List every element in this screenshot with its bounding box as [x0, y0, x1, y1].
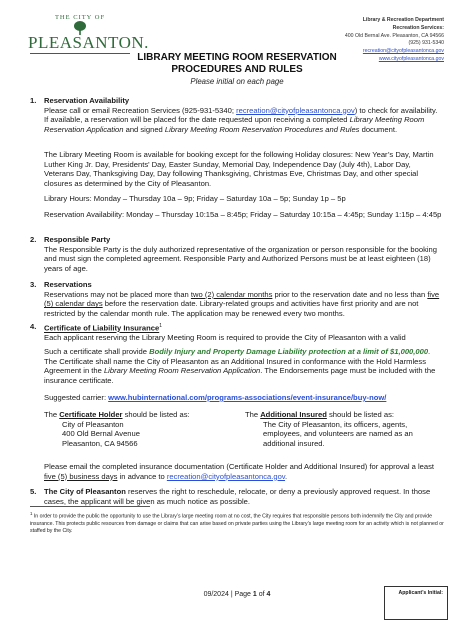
- section-5: The City of Pleasanton reserves the right to reschedule, relocate, or deny a previously approved request. In those cases, the applicant will be given as much notice as possible.: [44, 487, 431, 506]
- page-title-line-1: LIBRARY MEETING ROOM RESERVATION: [137, 52, 337, 63]
- section-1-heading: Reservation Availability: [44, 96, 130, 105]
- additional-insured-text: The City of Pleasanton, its officers, agents, employees, and volunteers are named as an additional insured.: [263, 419, 413, 448]
- section-1-number: 1.: [30, 96, 37, 105]
- section-4-number: 4.: [30, 322, 37, 331]
- insurance-email-link[interactable]: recreation@cityofpleasantonca.gov: [166, 471, 286, 481]
- section-2: [44, 235, 442, 273]
- section-4: [44, 322, 442, 343]
- footnote: $^1$ In order to provide the public the opportunity to use the Library’s large meeting room at no cost, the City requires that responsible persons both indemnify the City and provide insurance. This protects public resources from damage or claims that can arise based on private parties using the Library’s large meeting room for an activity which is not planned or staffed by the City.: [30, 511, 444, 535]
- section-4-paragraph-2: Such a certificate shall provide Bodily Injury and Property Damage Liability protection at a limit of $1,000,000. The Certificate shall name the City of Pleasanton as an Additional Insured in conformance with the Hold Harmless Agreement in the Library Meeting Room Reservation Application. The Endorsements page must be included with the insurance certificate.: [44, 347, 436, 385]
- department-email-link[interactable]: recreation@cityofpleasantonca.gov: [362, 48, 444, 55]
- recreation-email-link[interactable]: recreation@cityofpleasantonca.gov: [236, 105, 355, 115]
- carrier-link[interactable]: www.hubinternational.com/programs-associations/event-insurance/buy-now/: [108, 393, 387, 402]
- page-subtitle: Please initial on each page: [190, 77, 284, 86]
- department-phone: (925) 931-5340: [408, 40, 444, 47]
- section-5-heading: The City of Pleasanton: [44, 487, 126, 496]
- page-title-line-2: PROCEDURES AND RULES: [171, 64, 303, 75]
- section-4-heading: Certificate of Liability Insurance$^1$: [44, 323, 162, 333]
- holder-street: 400 Old Bernal Avenue: [62, 429, 140, 439]
- section-3-paragraph: Reservations may not be placed more than two (2) calendar months prior to the reservation date and no less than five (5) calendar days before the reservation date. Library-related groups and activities have first priority and are not restricted by the calendar month rule. The application may be renewed every two months.: [44, 289, 440, 318]
- section-3-number: 3.: [30, 280, 37, 289]
- holder-name: City of Pleasanton: [62, 419, 124, 429]
- department-website-link[interactable]: www.cityofpleasantonca.gov: [378, 55, 444, 62]
- section-4-paragraph-1: Each applicant reserving the Library Meeting Room is required to provide the City of Pleasanton with a valid: [44, 333, 406, 343]
- logo-wordmark: PLEASANTON.: [28, 33, 149, 52]
- section-1: [44, 96, 442, 134]
- section-3: [44, 280, 442, 318]
- certificate-holder-block: The Certificate Holder should be listed as: City of Pleasanton 400 Old Bernal Avenue Pleasanton, CA 94566: [44, 410, 234, 448]
- section-2-number: 2.: [30, 235, 37, 244]
- library-hours: Library Hours: Monday – Thursday 10a – 9p; Friday – Saturday 10a – 5p; Sunday 1p – 5p: [44, 194, 346, 203]
- suggested-carrier: Suggested carrier: www.hubinternational.com/programs-associations/event-insurance/buy-now/: [44, 393, 387, 402]
- section-4-paragraph-3: Please email the completed insurance documentation (Certificate Holder and Additional Insured) for approval a least five (5) business days in advance to recreation@cityofpleasantonca.gov.: [44, 462, 435, 481]
- applicant-initial-box[interactable]: [384, 586, 448, 620]
- logo-small-text: THE CITY OF: [54, 14, 106, 21]
- reservation-availability-hours: Reservation Availability: Monday – Thursday 10:15a – 8:45p; Friday – Saturday 10:15a – 4:45p; Sunday 1:15p – 4:45p: [44, 210, 442, 219]
- holiday-closures-paragraph: The Library Meeting Room is available for booking except for the following Holiday closures: New Year’s Day, Martin Luther King Jr. Day, Presidents' Day, Easter Sunday, Memorial Day, Independence Day (July 4th), Labor Day, Veterans Day, Thanksgiving Day, Day following Thanksgiving, Christmas Eve, Christmas Day, and other special closures as determined by the City of Pleasanton.: [44, 150, 434, 188]
- section-2-paragraph: The Responsible Party is the duly authorized representative of the organization or person responsible for the booking and must sign the completed agreement. Responsible Party and Authorized Persons must be at least eighteen (18) years of age.: [44, 244, 437, 273]
- page-footer: 09/2024 | Page 1 of 4: [203, 591, 271, 598]
- applicant-initial-label: Applicant’s Initial:: [398, 590, 443, 596]
- additional-insured-block: The Additional Insured should be listed as: The City of Pleasanton, its officers, agents, employees, and volunteers are named as an additional insured.: [245, 410, 445, 448]
- footnote-divider: [30, 506, 150, 507]
- department-address: 400 Old Bernal Ave. Pleasanton, CA 94566: [344, 32, 444, 39]
- section-5-number: 5.: [30, 487, 37, 496]
- division-name: Recreation Services:: [392, 24, 444, 31]
- section-1-paragraph-1: Please call or email Recreation Services (925-931-5340; recreation@cityofpleasantonca.gov) to check for availability. If available, a reservation will be placed for the date requested upon receiving a completed Library Meeting Room Reservation Application and signed Library Meeting Room Reservation Procedures and Rules document.: [44, 105, 438, 134]
- section-2-heading: Responsible Party: [44, 235, 111, 244]
- department-name: Library & Recreation Department: [362, 17, 444, 23]
- holder-city: Pleasanton, CA 94566: [62, 438, 138, 448]
- section-3-heading: Reservations: [44, 280, 92, 289]
